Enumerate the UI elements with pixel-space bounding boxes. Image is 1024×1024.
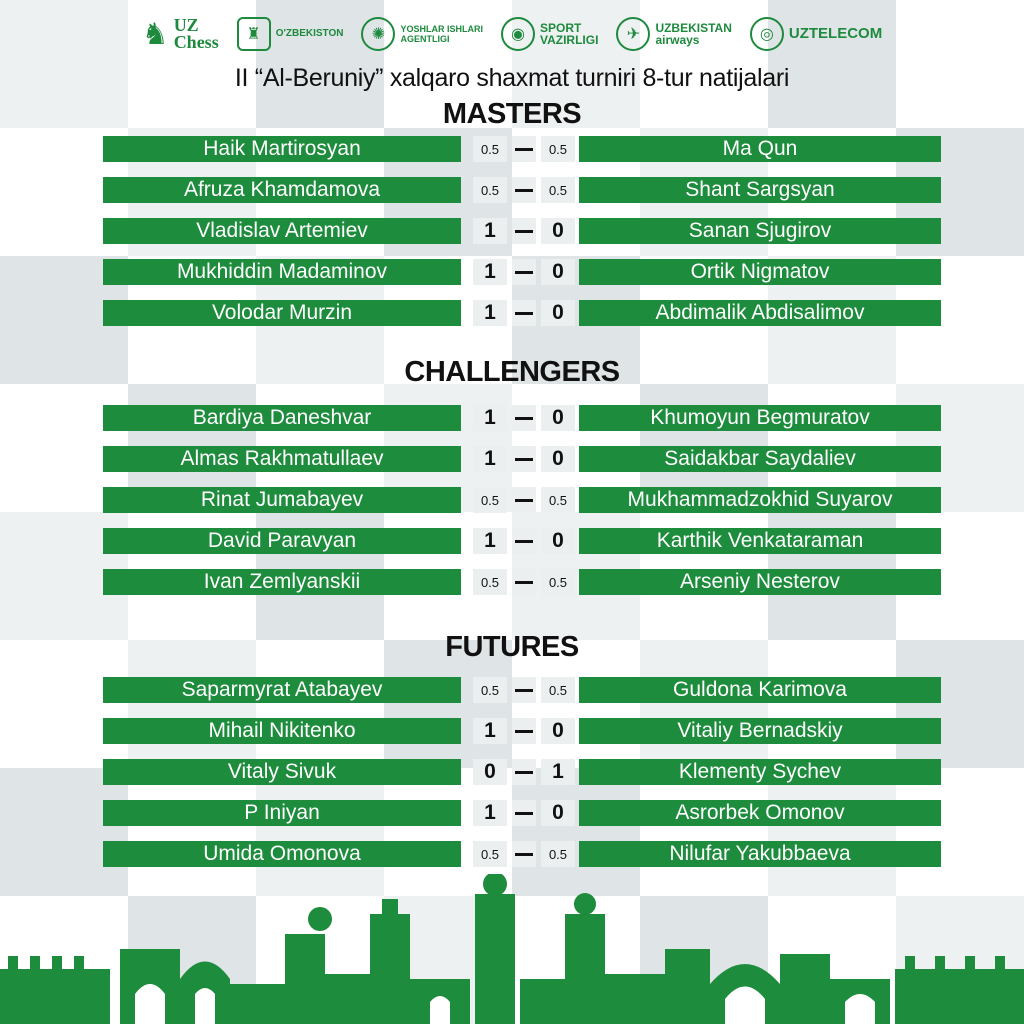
white-score: 1 — [473, 259, 507, 285]
dash-separator — [512, 677, 536, 703]
youth-agency-logo — [361, 17, 483, 51]
emblem-icon: ✺ — [361, 17, 395, 51]
white-player-name: Haik Martirosyan — [103, 136, 461, 162]
game-row — [103, 800, 941, 828]
black-player-name: Arseniy Nesterov — [579, 569, 941, 595]
sponsor-logos — [0, 8, 1024, 60]
black-score: 1 — [541, 759, 575, 785]
white-score: 1 — [473, 218, 507, 244]
game-row — [103, 177, 941, 205]
black-score: 0.5 — [541, 569, 575, 595]
sport-ministry-logo — [501, 17, 598, 51]
uztelecom-logo — [750, 17, 882, 51]
logo-text: UZ Chess — [173, 15, 219, 52]
dash-separator — [512, 487, 536, 513]
white-player-name: David Paravyan — [103, 528, 461, 554]
black-player-name: Nilufar Yakubbaeva — [579, 841, 941, 867]
white-player-name: Almas Rakhmatullaev — [103, 446, 461, 472]
logo-text: UZTELECOM — [788, 25, 883, 42]
dash-separator — [512, 569, 536, 595]
black-score: 0.5 — [541, 487, 575, 513]
chess-knight-icon: ♞ — [141, 17, 169, 51]
white-player-name: Mukhiddin Madaminov — [103, 259, 461, 285]
white-player-name: Ivan Zemlyanskii — [103, 569, 461, 595]
city-skyline-illustration — [0, 874, 1024, 1024]
white-score: 1 — [473, 446, 507, 472]
dash-separator — [512, 759, 536, 785]
white-player-name: Saparmyrat Atabayev — [103, 677, 461, 703]
black-player-name: Klementy Sychev — [579, 759, 941, 785]
black-score: 0.5 — [541, 677, 575, 703]
white-score: 1 — [473, 300, 507, 326]
section-title-futures: FUTURES — [445, 631, 579, 663]
dash-separator — [512, 800, 536, 826]
white-score: 1 — [473, 405, 507, 431]
black-player-name: Karthik Venkataraman — [579, 528, 941, 554]
white-score: 1 — [473, 528, 507, 554]
game-row — [103, 300, 941, 328]
black-player-name: Ma Qun — [579, 136, 941, 162]
black-score: 0 — [541, 446, 575, 472]
game-row — [103, 569, 941, 597]
game-row — [103, 405, 941, 433]
white-score: 0.5 — [473, 841, 507, 867]
game-row — [103, 218, 941, 246]
white-score: 0.5 — [473, 487, 507, 513]
game-row — [103, 759, 941, 787]
dash-separator — [512, 718, 536, 744]
white-score: 1 — [473, 800, 507, 826]
dash-separator — [512, 218, 536, 244]
black-player-name: Guldona Karimova — [579, 677, 941, 703]
black-score: 0 — [541, 800, 575, 826]
white-player-name: Vladislav Artemiev — [103, 218, 461, 244]
white-score: 0.5 — [473, 177, 507, 203]
sport-icon: ◉ — [501, 17, 535, 51]
game-row — [103, 487, 941, 515]
black-player-name: Ortik Nigmatov — [579, 259, 941, 285]
white-player-name: Bardiya Daneshvar — [103, 405, 461, 431]
dash-separator — [512, 177, 536, 203]
logo-text: YOSHLAR ISHLARI AGENTLIGI — [400, 24, 483, 44]
black-score: 0.5 — [541, 841, 575, 867]
black-player-name: Vitaliy Bernadskiy — [579, 718, 941, 744]
white-player-name: Volodar Murzin — [103, 300, 461, 326]
white-score: 0.5 — [473, 677, 507, 703]
white-player-name: Rinat Jumabayev — [103, 487, 461, 513]
black-player-name: Abdimalik Abdisalimov — [579, 300, 941, 326]
black-player-name: Sanan Sjugirov — [579, 218, 941, 244]
black-score: 0 — [541, 259, 575, 285]
black-player-name: Mukhammadzokhid Suyarov — [579, 487, 941, 513]
black-score: 0.5 — [541, 177, 575, 203]
white-score: 0 — [473, 759, 507, 785]
black-player-name: Shant Sargsyan — [579, 177, 941, 203]
game-row — [103, 528, 941, 556]
black-player-name: Asrorbek Omonov — [579, 800, 941, 826]
signal-icon: ◎ — [750, 17, 784, 51]
game-row — [103, 446, 941, 474]
black-score: 0 — [541, 528, 575, 554]
dash-separator — [512, 841, 536, 867]
game-row — [103, 136, 941, 164]
game-row — [103, 259, 941, 287]
logo-text: SPORT VAZIRLIGI — [539, 21, 599, 47]
page-title: II “Al-Beruniy” xalqaro shaxmat turniri 8-tur natijalari — [234, 64, 790, 92]
dash-separator — [512, 405, 536, 431]
black-player-name: Saidakbar Saydaliev — [579, 446, 941, 472]
game-row — [103, 718, 941, 746]
black-score: 0 — [541, 300, 575, 326]
section-title-masters: MASTERS — [442, 98, 582, 130]
dash-separator — [512, 300, 536, 326]
arch-icon: ♜ — [237, 17, 271, 51]
game-row — [103, 841, 941, 869]
section-title-challengers: CHALLENGERS — [404, 356, 620, 388]
black-score: 0 — [541, 405, 575, 431]
white-player-name: Vitaly Sivuk — [103, 759, 461, 785]
dash-separator — [512, 528, 536, 554]
black-player-name: Khumoyun Begmuratov — [579, 405, 941, 431]
logo-text: O'ZBEKISTON — [275, 28, 344, 39]
black-score: 0 — [541, 718, 575, 744]
game-row — [103, 677, 941, 705]
uzchess-logo — [142, 17, 219, 52]
white-player-name: P Iniyan — [103, 800, 461, 826]
black-score: 0 — [541, 218, 575, 244]
logo-text: UZBEKISTAN airways — [655, 21, 732, 47]
white-score: 0.5 — [473, 136, 507, 162]
black-score: 0.5 — [541, 136, 575, 162]
chess-federation-logo — [237, 17, 344, 51]
dash-separator — [512, 136, 536, 162]
white-score: 1 — [473, 718, 507, 744]
white-player-name: Afruza Khamdamova — [103, 177, 461, 203]
white-player-name: Umida Omonova — [103, 841, 461, 867]
dash-separator — [512, 446, 536, 472]
plane-icon: ✈ — [616, 17, 650, 51]
white-player-name: Mihail Nikitenko — [103, 718, 461, 744]
uzbekistan-airways-logo — [616, 17, 731, 51]
white-score: 0.5 — [473, 569, 507, 595]
dash-separator — [512, 259, 536, 285]
